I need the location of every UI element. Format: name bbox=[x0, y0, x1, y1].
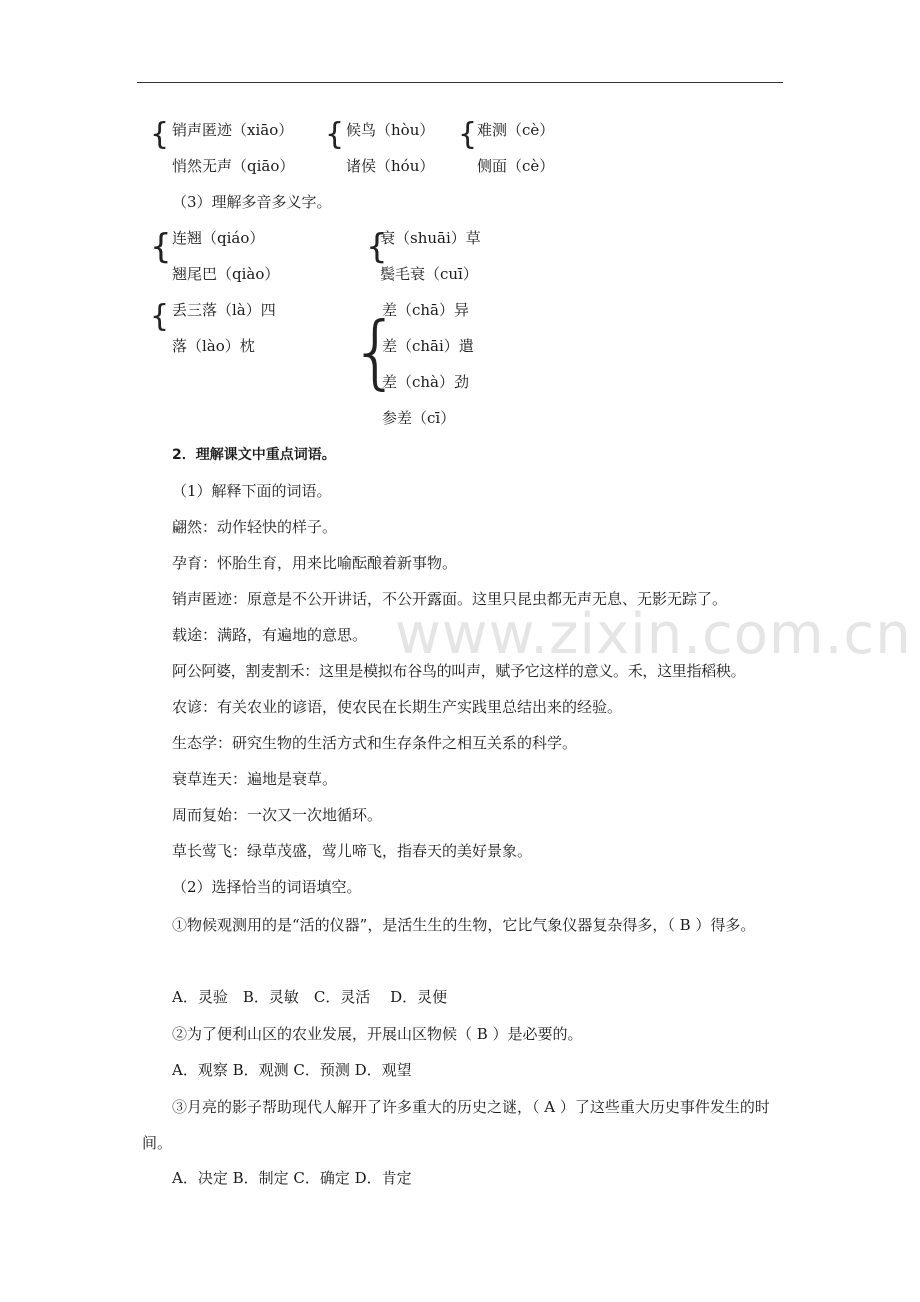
header-rule bbox=[137, 82, 783, 83]
pinyin-la-1: 丢三落（là）四 bbox=[172, 301, 276, 319]
pinyin-shuai-1: 衰（shuāi）草 bbox=[380, 229, 481, 247]
brace-shuai: { bbox=[366, 227, 388, 267]
pinyin-cha-4: 参差（cī） bbox=[382, 409, 456, 427]
sub-heading-1: （1）解释下面的词语。 bbox=[172, 482, 332, 500]
pinyin-ce2: 侧面（cè） bbox=[477, 157, 555, 175]
question-1: ①物候观测用的是“活的仪器”，是活生生的生物，它比气象仪器复杂得多，（ B ）得多。 bbox=[172, 916, 756, 934]
question-2: ②为了便利山区的农业发展，开展山区物候（ B ）是必要的。 bbox=[172, 1025, 583, 1043]
pinyin-qiao-2: 翘尾巴（qiào） bbox=[172, 265, 280, 283]
brace-cha: { bbox=[350, 305, 401, 398]
brace-ce: { bbox=[458, 117, 478, 152]
pinyin-cha-3: 差（chà）劲 bbox=[382, 373, 470, 391]
definition-line: 衰草连天：遍地是衰草。 bbox=[172, 770, 338, 788]
question-3-options: A．决定 B．制定 C．确定 D．肯定 bbox=[172, 1169, 412, 1187]
pinyin-cha-1: 差（chā）异 bbox=[382, 301, 470, 319]
pinyin-hou1: 候鸟（hòu） bbox=[346, 121, 435, 139]
definition-line: 周而复始：一次又一次地循环。 bbox=[172, 806, 383, 824]
definition-line: 销声匿迹：原意是不公开讲话，不公开露面。这里只昆虫都无声无息、无影无踪了。 bbox=[172, 590, 728, 608]
watermark: www.zixin.com.cn bbox=[395, 602, 912, 667]
heading-polyphones: （3）理解多音多义字。 bbox=[172, 193, 332, 211]
pinyin-shuai-2: 鬓毛衰（cuī） bbox=[380, 265, 478, 283]
pinyin-xiao: 销声匿迹（xiāo） bbox=[172, 121, 294, 139]
definition-line: 草长莺飞：绿草茂盛，莺儿啼飞，指春天的美好景象。 bbox=[172, 842, 533, 860]
brace-la: { bbox=[150, 299, 170, 334]
definition-line: 翩然：动作轻快的样子。 bbox=[172, 518, 338, 536]
brace-xiao: { bbox=[150, 117, 170, 152]
brace-hou: { bbox=[325, 117, 345, 152]
sub-heading-2: （2）选择恰当的词语填空。 bbox=[172, 878, 362, 896]
pinyin-ce1: 难测（cè） bbox=[477, 121, 555, 139]
pinyin-cha-2: 差（chāi）遣 bbox=[382, 337, 474, 355]
brace-qiao: { bbox=[150, 227, 172, 267]
section-heading: 2．理解课文中重点词语。 bbox=[172, 447, 336, 463]
definition-line: 载途：满路，有遍地的意思。 bbox=[172, 626, 368, 644]
pinyin-qiao: 悄然无声（qiāo） bbox=[172, 157, 295, 175]
question-3: ③月亮的影子帮助现代人解开了许多重大的历史之谜，（ A ）了这些重大历史事件发生的时间。 bbox=[142, 1098, 770, 1152]
pinyin-qiao-1: 连翘（qiáo） bbox=[172, 229, 265, 247]
pinyin-hou2: 诸侯（hóu） bbox=[346, 157, 435, 175]
definition-line: 阿公阿婆，割麦割禾：这里是模拟布谷鸟的叫声，赋予它这样的意义。禾，这里指稻秧。 bbox=[172, 662, 746, 680]
definition-line: 农谚：有关农业的谚语，使农民在长期生产实践里总结出来的经验。 bbox=[172, 698, 623, 716]
definition-line: 生态学：研究生物的生活方式和生存条件之相互关系的科学。 bbox=[172, 734, 578, 752]
pinyin-la-2: 落（lào）枕 bbox=[172, 337, 255, 355]
question-1-options: A．灵验 B．灵敏 C．灵活 D．灵便 bbox=[172, 988, 448, 1006]
definition-line: 孕育：怀胎生育，用来比喻酝酿着新事物。 bbox=[172, 554, 458, 572]
question-2-options: A．观察 B．观测 C．预测 D．观望 bbox=[172, 1061, 412, 1079]
